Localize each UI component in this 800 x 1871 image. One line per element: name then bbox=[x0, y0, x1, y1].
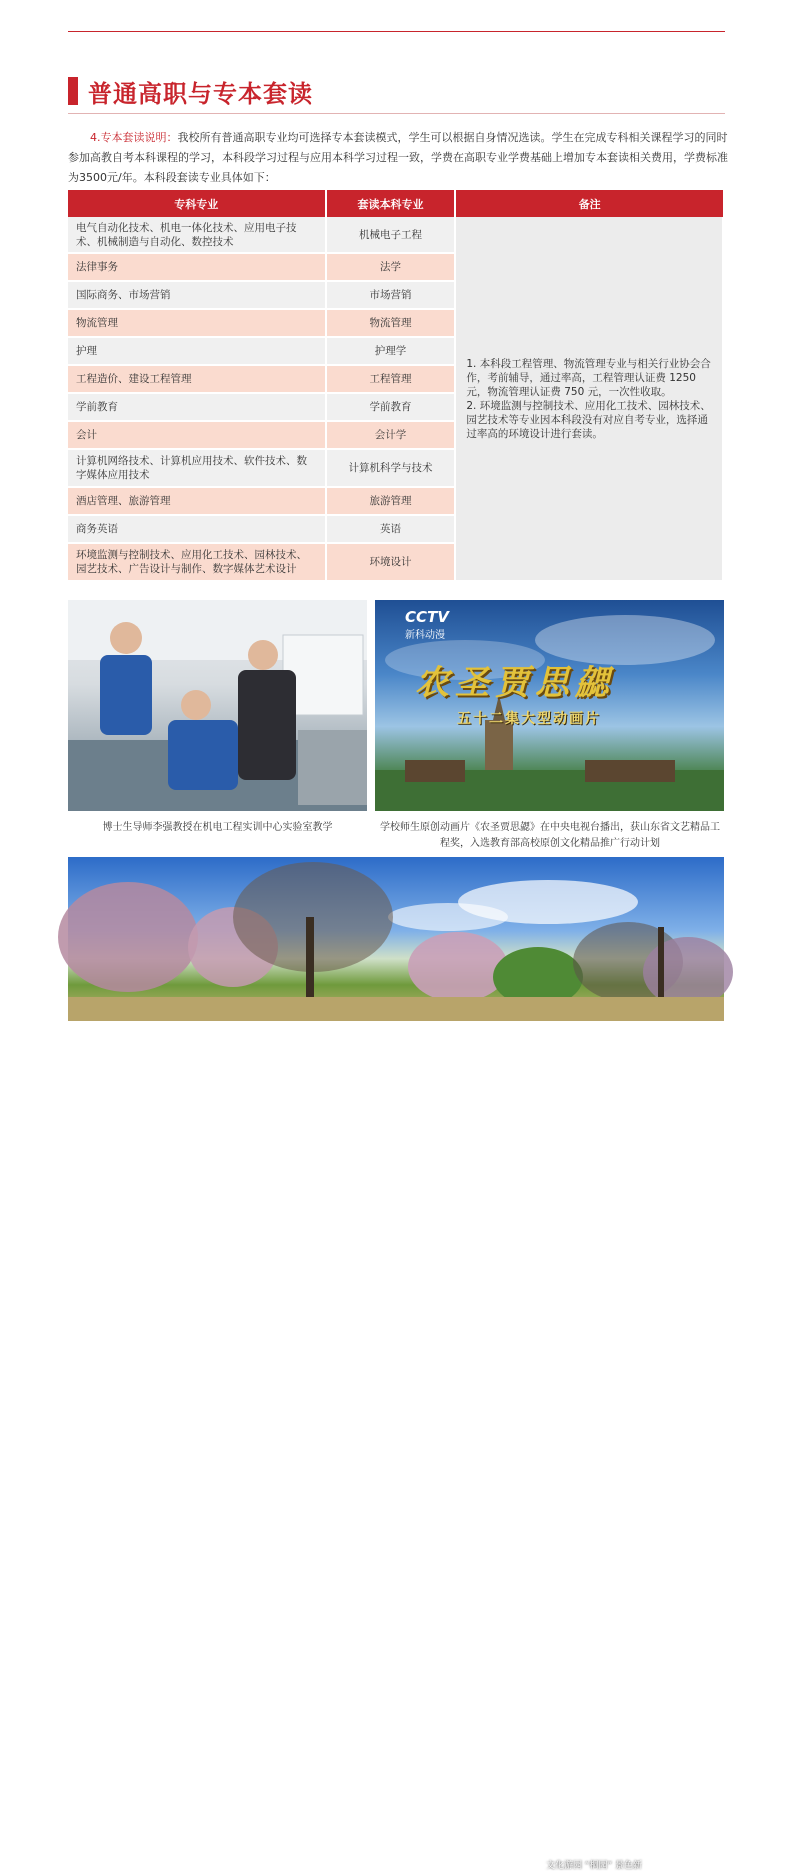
note-1: 1. 本科段工程管理、物流管理专业与相关行业协会合作，考前辅导，通过率高，工程管理认证费 1250 元，物流管理认证费 750 元，一次性收取。 bbox=[466, 357, 711, 398]
diploma-cell: 学前教育 bbox=[68, 393, 326, 421]
bachelor-cell: 英语 bbox=[326, 515, 456, 543]
majors-table bbox=[68, 190, 724, 582]
diploma-cell: 商务英语 bbox=[68, 515, 326, 543]
table-header-row bbox=[68, 190, 723, 217]
col-header-bachelor: 套读本科专业 bbox=[326, 190, 456, 217]
diploma-cell: 计算机网络技术、计算机应用技术、软件技术、数字媒体应用技术 bbox=[68, 449, 326, 487]
bachelor-cell: 法学 bbox=[326, 253, 456, 281]
park-photo bbox=[68, 857, 724, 1871]
diploma-cell: 国际商务、市场营销 bbox=[68, 281, 326, 309]
section-title: 普通高职与专本套读 bbox=[88, 79, 313, 108]
bachelor-cell: 会计学 bbox=[326, 421, 456, 449]
intro-label: 4.专本套读说明： bbox=[90, 131, 178, 144]
note-2: 2. 环境监测与控制技术、应用化工技术、园林技术、园艺技术等专业因本科段没有对应自考专业，选择通过率高的环境设计进行套读。 bbox=[466, 399, 711, 440]
intro-text: 我校所有普通高职专业均可选择专本套读模式，学生可以根据自身情况选读。学生在完成专科相关课程学习的同时参加高教自考本科课程的学习，本科段学习过程与应用本科学习过程一致，学费在高职专业学费基础上增加专本套读相关费用，学费标准为3500元/年。本科段套读专业具体如下： bbox=[68, 131, 728, 184]
channel-name: 新科动漫 bbox=[405, 630, 445, 641]
diploma-cell: 电气自动化技术、机电一体化技术、应用电子技术、机械制造与自动化、数控技术 bbox=[68, 217, 326, 253]
title-marker bbox=[68, 77, 78, 105]
col-header-notes: 备注 bbox=[455, 190, 723, 217]
diploma-cell: 酒店管理、旅游管理 bbox=[68, 487, 326, 515]
cartoon-caption: 学校师生原创动画片《农圣贾思勰》在中央电视台播出，获山东省文艺精品工程奖，入选教育部高校原创文化精品推广行动计划 bbox=[380, 822, 720, 849]
lab-illustration bbox=[68, 600, 367, 811]
cartoon-title: 农圣贾思勰 bbox=[415, 663, 615, 703]
col-header-diploma: 专科专业 bbox=[68, 190, 326, 217]
bachelor-cell: 护理学 bbox=[326, 337, 456, 365]
diploma-cell: 会计 bbox=[68, 421, 326, 449]
lab-caption: 博士生导师李强教授在机电工程实训中心实验室教学 bbox=[102, 822, 333, 833]
bachelor-cell: 工程管理 bbox=[326, 365, 456, 393]
cctv-logo: CCTV bbox=[405, 608, 449, 626]
cartoon-poster bbox=[375, 600, 724, 811]
lab-photo bbox=[68, 600, 367, 811]
title-underline bbox=[68, 113, 725, 114]
bachelor-cell: 学前教育 bbox=[326, 393, 456, 421]
bachelor-cell: 旅游管理 bbox=[326, 487, 456, 515]
park-caption: 文化游园 “桐园” 景色新 bbox=[545, 1861, 642, 1871]
bachelor-cell: 计算机科学与技术 bbox=[326, 449, 456, 487]
bachelor-cell: 物流管理 bbox=[326, 309, 456, 337]
notes-cell bbox=[455, 217, 723, 581]
diploma-cell: 环境监测与控制技术、应用化工技术、园林技术、园艺技术、广告设计与制作、数字媒体艺术设计 bbox=[68, 543, 326, 581]
diploma-cell: 工程造价、建设工程管理 bbox=[68, 365, 326, 393]
top-rule bbox=[68, 31, 725, 32]
bachelor-cell: 环境设计 bbox=[326, 543, 456, 581]
diploma-cell: 护理 bbox=[68, 337, 326, 365]
cartoon-subtitle: 五十二集大型动画片 bbox=[457, 711, 601, 727]
diploma-cell: 物流管理 bbox=[68, 309, 326, 337]
intro-paragraph bbox=[68, 128, 728, 188]
bachelor-cell: 机械电子工程 bbox=[326, 217, 456, 253]
bachelor-cell: 市场营销 bbox=[326, 281, 456, 309]
park-scenery bbox=[68, 857, 724, 1021]
table-row bbox=[68, 217, 723, 253]
diploma-cell: 法律事务 bbox=[68, 253, 326, 281]
section-heading bbox=[68, 75, 313, 107]
